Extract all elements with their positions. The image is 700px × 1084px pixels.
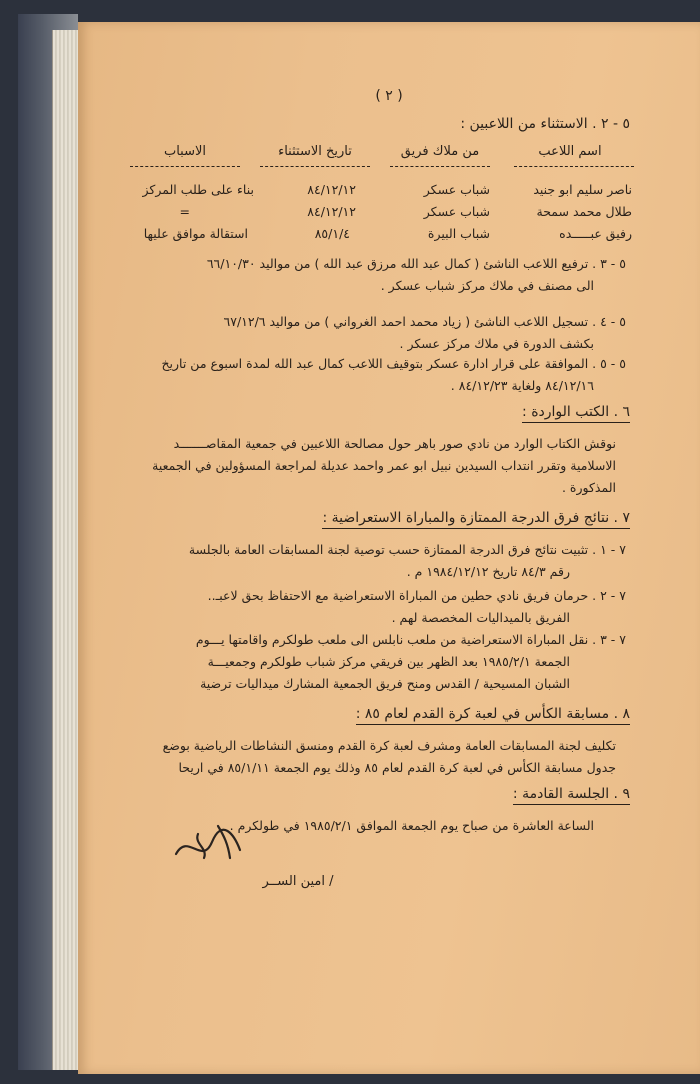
cell-club: شباب عسكر: [423, 204, 490, 219]
section8-line1: تكليف لجنة المسابقات العامة ومشرف لعبة كرة القدم ومنسق النشاطات الرياضية بوضع: [162, 738, 616, 753]
col-header-player: اسم اللاعب: [538, 144, 602, 159]
section9-line: الساعة العاشرة من صباح يوم الجمعة الموافق ١٩٨٥/٢/١ في طولكرم .: [229, 818, 594, 833]
signature-label: / امين الســر: [262, 874, 334, 889]
col-underline-club: [390, 166, 490, 167]
item-5-4-line1: ٥ - ٤ . تسجيل اللاعب الناشئ ( زياد محمد احمد الغرواني ) من مواليد ٦٧/١٢/٦: [223, 314, 626, 329]
section7-heading-text: ٧ . نتائج فرق الدرجة الممتازة والمباراة الاستعراضية :: [322, 510, 630, 529]
cell-player: ناصر سليم ابو جنيد: [533, 182, 632, 197]
section6-heading-text: ٦ . الكتب الواردة :: [522, 404, 630, 423]
section9-heading-text: ٩ . الجلسة القادمة :: [513, 786, 630, 805]
item-7-1-line1: ٧ - ١ . تثبيت نتائج فرق الدرجة الممتازة حسب توصية لجنة المسابقات العامة بالجلسة: [188, 542, 626, 557]
page-number: ( ٢ ): [375, 88, 403, 104]
item-7-3-line1: ٧ - ٣ . نقل المباراة الاستعراضية من ملعب نابلس الى ملعب طولكرم واقامتها يـــوم: [195, 632, 626, 647]
item-7-2-line1: ٧ - ٢ . حرمان فريق نادي حطين من المباراة الاستعراضية مع الاحتفاظ بحق لاعبـ..: [207, 588, 626, 603]
section8-heading-text: ٨ . مسابقة الكأس في لعبة كرة القدم لعام ٨٥ :: [356, 706, 630, 725]
item-5-3-line2: الى مصنف في ملاك مركز شباب عسكر .: [380, 278, 594, 293]
section9-heading: [513, 786, 630, 802]
cell-club: شباب البيرة: [427, 226, 490, 241]
item-7-1-line2: رقم ٨٤/٣ تاريخ ١٩٨٤/١٢/١٢ م .: [406, 564, 570, 579]
col-header-date: تاريخ الاستثناء: [278, 144, 352, 159]
item-5-5-line2: ٨٤/١٢/١٦ ولغاية ٨٤/١٢/٢٣ .: [450, 378, 594, 393]
cell-date: ٨٤/١٢/١٢: [307, 204, 356, 219]
section6-line1: نوقش الكتاب الوارد من نادي صور باهر حول مصالحة اللاعبين في جمعية المقاصـــــــد: [173, 436, 616, 451]
cell-reason: بناء على طلب المركز: [142, 182, 254, 197]
exceptions-heading: ٥ - ٢ . الاستثناء من اللاعبين :: [460, 116, 630, 132]
cell-reason: استقالة موافق عليها: [143, 226, 248, 241]
section8-line2: جدول مسابقة الكأس في لعبة كرة القدم لعام ٨٥ وذلك يوم الجمعة ٨٥/١/١١ في اريحا: [178, 760, 616, 775]
exceptions-table: [120, 144, 640, 244]
cell-player: رفيق عبـــــده: [559, 226, 632, 241]
item-7-3-line2: الجمعة ١٩٨٥/٢/١ بعد الظهر بين فريقي مركز شباب طولكرم وجمعيـــة: [207, 654, 570, 669]
handwritten-signature: [168, 814, 258, 874]
col-underline-date: [260, 166, 370, 167]
document-page: [78, 22, 700, 1074]
cell-date: ٨٤/١٢/١٢: [307, 182, 356, 197]
section6-line3: المذكورة .: [561, 480, 616, 495]
section6-heading: [522, 404, 630, 420]
item-5-4-line2: بكشف الدورة في ملاك مركز عسكر .: [399, 336, 594, 351]
col-underline-player: [514, 166, 634, 167]
section8-heading: [356, 706, 630, 722]
section6-line2: الاسلامية وتقرر انتداب السيدين نبيل ابو عمر واحمد عديلة لمراجعة المسؤولين في الجمعية: [152, 458, 616, 473]
cell-club: شباب عسكر: [423, 182, 490, 197]
page-content: [78, 22, 700, 1074]
item-7-2-line2: الفريق بالميداليات المخصصة لهم .: [391, 610, 570, 625]
item-5-3-line1: ٥ - ٣ . ترفيع اللاعب الناشئ ( كمال عبد الله مرزق عبد الله ) من مواليد ٦٦/١٠/٣٠: [206, 256, 626, 271]
cell-reason: =: [179, 204, 190, 219]
item-5-5-line1: ٥ - ٥ . الموافقة على قرار ادارة عسكر بتوقيف اللاعب كمال عبد الله لمدة اسبوع من تاريخ: [161, 356, 626, 371]
col-underline-reason: [130, 166, 240, 167]
col-header-reason: الاسباب: [163, 144, 207, 159]
cell-player: طلال محمد سمحة: [536, 204, 632, 219]
cell-date: ٨٥/١/٤: [314, 226, 350, 241]
col-header-club: من ملاك فريق: [400, 144, 480, 159]
section7-heading: [322, 510, 630, 526]
item-7-3-line3: الشبان المسيحية / القدس ومنح فريق الجمعية المشارك ميداليات ترضية: [200, 676, 570, 691]
